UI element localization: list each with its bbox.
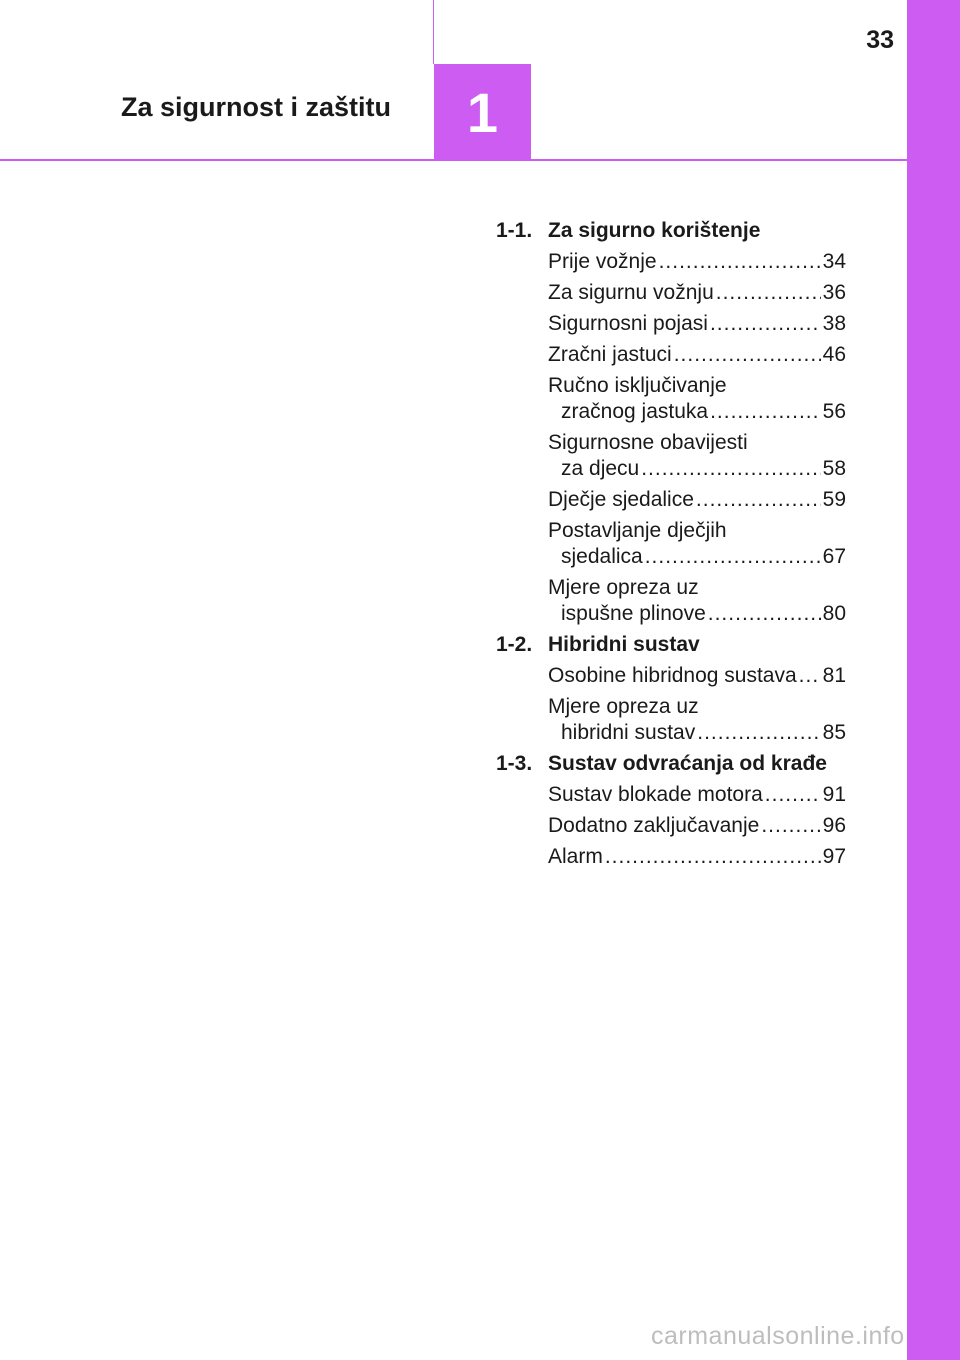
- entry-page-number: 58: [822, 457, 846, 480]
- section-title: Hibridni sustav: [548, 633, 700, 656]
- section-title: Za sigurno korištenje: [548, 219, 761, 242]
- dot-leader: [761, 813, 820, 839]
- toc-section: [496, 632, 846, 746]
- toc-entry[interactable]: [548, 782, 846, 808]
- toc-entry[interactable]: [548, 487, 846, 513]
- entry-title: hibridni sustav: [561, 721, 696, 744]
- chapter-number-badge: [434, 64, 531, 160]
- entry-page-number: 81: [822, 664, 846, 687]
- entry-title: sjedalica: [561, 545, 643, 568]
- dot-leader: [765, 782, 821, 808]
- dot-leader: [674, 342, 821, 368]
- toc-entry[interactable]: [548, 813, 846, 839]
- section-heading[interactable]: [496, 218, 846, 244]
- entry-page-number: 46: [822, 343, 846, 366]
- entry-title: Dodatno zaključavanje: [548, 814, 760, 837]
- entry-title: za djecu: [561, 457, 640, 480]
- entry-title: Osobine hibridnog sustava: [548, 664, 797, 687]
- chapter-title: Za sigurnost i zaštitu: [121, 92, 392, 122]
- toc-entry[interactable]: [548, 311, 846, 337]
- dot-leader: [696, 487, 821, 513]
- entry-title: zračnog jastuka: [561, 400, 709, 423]
- dot-leader: [605, 844, 821, 870]
- entry-title: Sigurnosni pojasi: [548, 312, 708, 335]
- dot-leader: [641, 456, 820, 482]
- toc-entry[interactable]: [548, 249, 846, 275]
- section-number: 1-3.: [496, 752, 533, 775]
- watermark: carmanualsonline.info: [651, 1322, 905, 1350]
- toc-entry[interactable]: [548, 844, 846, 870]
- toc-entry[interactable]: [548, 518, 846, 570]
- toc-entry[interactable]: [548, 342, 846, 368]
- entry-page-number: 67: [822, 545, 846, 568]
- entry-page-number: 56: [822, 400, 846, 423]
- entry-title-line1: Postavljanje dječjih: [548, 519, 727, 542]
- entry-title-line1: Mjere opreza uz: [548, 695, 699, 718]
- table-of-contents: [496, 218, 846, 875]
- entry-title-line1: Mjere opreza uz: [548, 576, 699, 599]
- dot-leader: [799, 663, 821, 689]
- toc-entry[interactable]: [548, 430, 846, 482]
- entry-page-number: 80: [822, 602, 846, 625]
- entry-title: Dječje sjedalice: [548, 488, 694, 511]
- section-title: Sustav odvraćanja od krađe: [548, 752, 827, 775]
- chapter-side-tab: [907, 0, 960, 1360]
- toc-entry[interactable]: [548, 694, 846, 746]
- entry-title: Alarm: [548, 845, 603, 868]
- section-heading[interactable]: [496, 751, 846, 777]
- toc-section: [496, 751, 846, 870]
- entry-title: Zračni jastuci: [548, 343, 672, 366]
- entry-title: Sustav blokade motora: [548, 783, 763, 806]
- dot-leader: [716, 280, 821, 306]
- chapter-number: 1: [466, 80, 499, 144]
- section-number: 1-2.: [496, 633, 533, 656]
- entry-page-number: 97: [822, 845, 846, 868]
- entry-page-number: 59: [822, 488, 846, 511]
- page-number: 33: [866, 26, 894, 54]
- entry-page-number: 34: [822, 250, 846, 273]
- entry-page-number: 96: [822, 814, 846, 837]
- header-divider-vertical: [433, 0, 434, 64]
- section-heading[interactable]: [496, 632, 846, 658]
- entry-page-number: 85: [822, 721, 846, 744]
- section-number: 1-1.: [496, 219, 533, 242]
- entry-title-line1: Ručno isključivanje: [548, 374, 727, 397]
- entry-title: ispušne plinove: [561, 602, 706, 625]
- entry-title: Prije vožnje: [548, 250, 657, 273]
- dot-leader: [710, 399, 821, 425]
- dot-leader: [659, 249, 821, 275]
- dot-leader: [697, 720, 820, 746]
- entry-title: Za sigurnu vožnju: [548, 281, 714, 304]
- dot-leader: [708, 601, 821, 627]
- entry-page-number: 36: [822, 281, 846, 304]
- toc-section: [496, 218, 846, 627]
- toc-entry[interactable]: [548, 575, 846, 627]
- dot-leader: [710, 311, 821, 337]
- entry-page-number: 91: [822, 783, 846, 806]
- dot-leader: [645, 544, 821, 570]
- toc-entry[interactable]: [548, 280, 846, 306]
- entry-title-line1: Sigurnosne obavijesti: [548, 431, 748, 454]
- toc-entry[interactable]: [548, 373, 846, 425]
- toc-entry[interactable]: [548, 663, 846, 689]
- entry-page-number: 38: [822, 312, 846, 335]
